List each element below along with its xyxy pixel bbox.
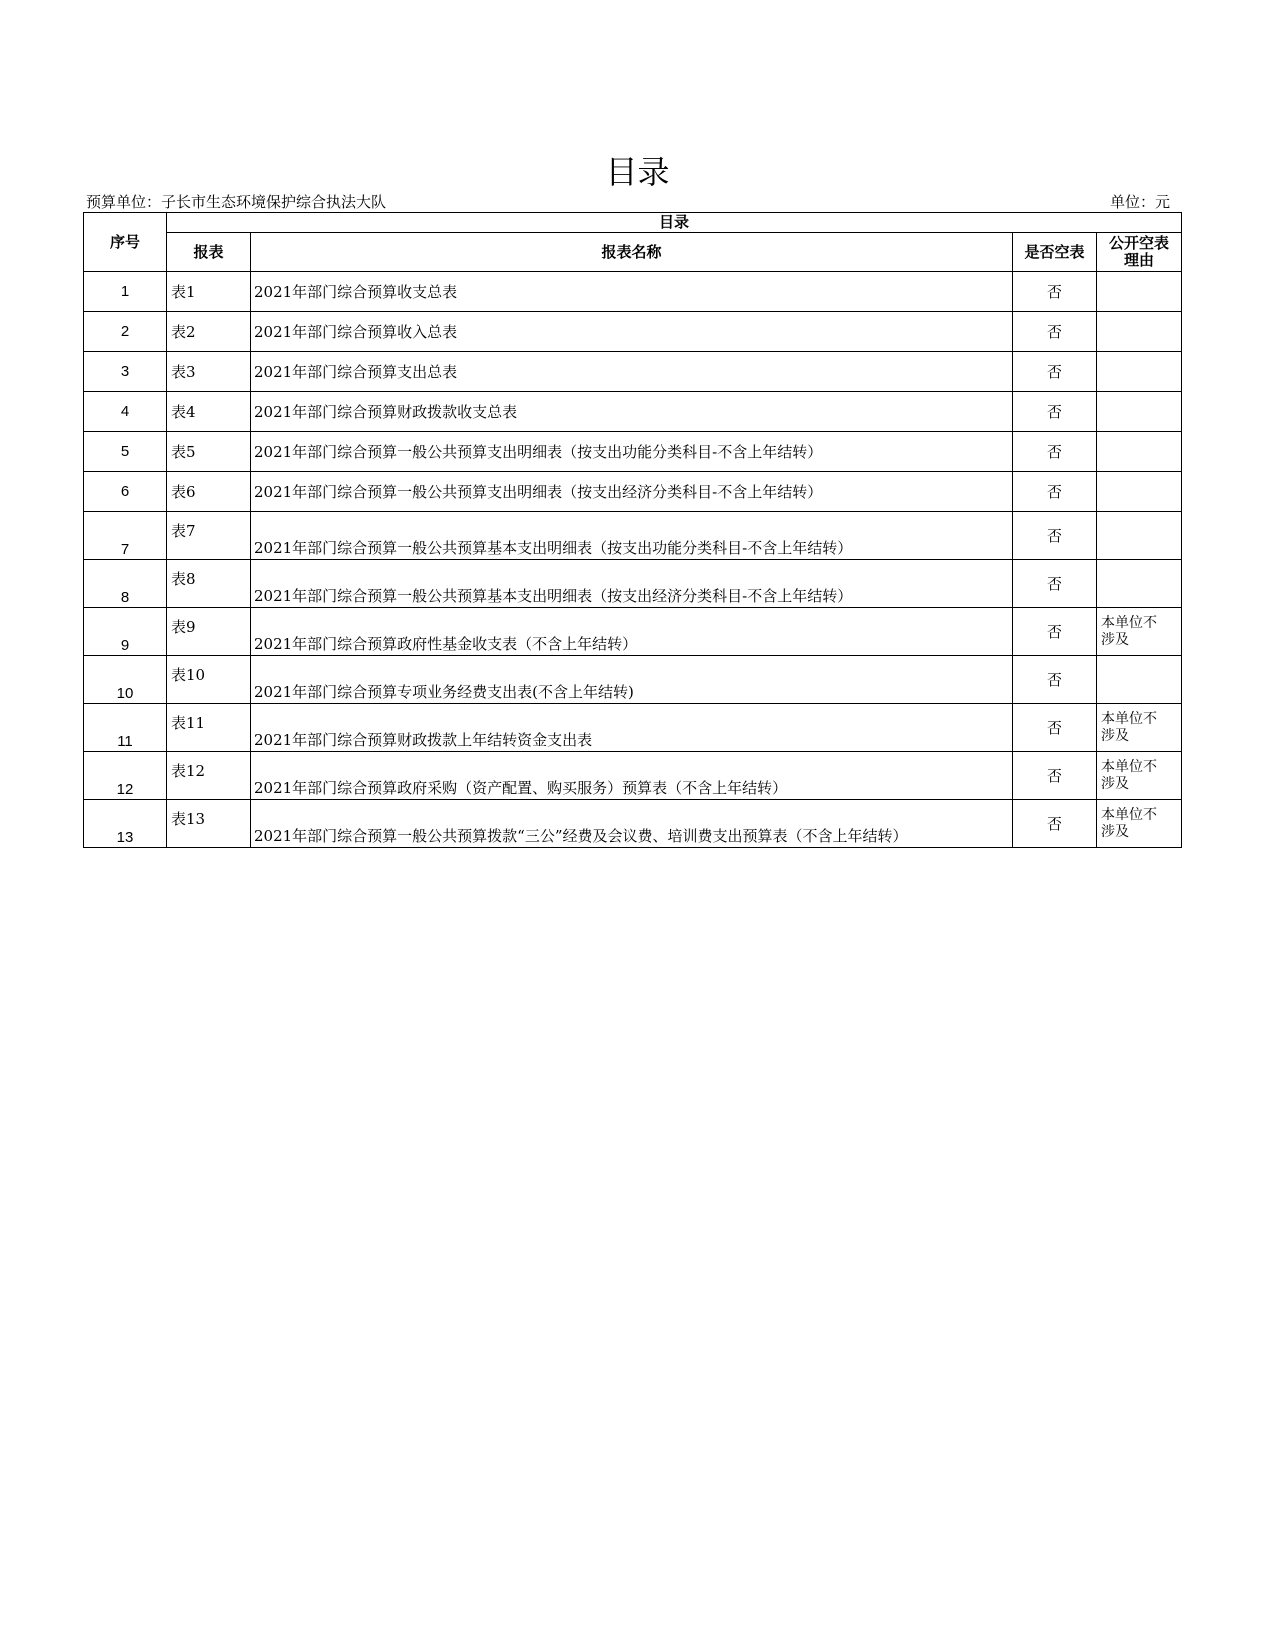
row-seq: 13 [84,800,167,848]
row-is-empty: 否 [1013,512,1097,560]
row-seq: 12 [84,752,167,800]
row-is-empty: 否 [1013,352,1097,392]
header-is-empty: 是否空表 [1013,233,1097,272]
table-row [84,752,1182,800]
row-seq: 9 [84,608,167,656]
row-reason-line2: 涉及 [1101,775,1129,792]
row-name: 2021年部门综合预算一般公共预算支出明细表（按支出功能分类科目-不含上年结转） [251,432,1013,472]
row-reason [1097,608,1182,656]
row-code: 表1 [167,272,251,312]
row-is-empty: 否 [1013,752,1097,800]
row-reason [1097,312,1182,352]
row-code: 表2 [167,312,251,352]
budget-unit-label: 预算单位：子长市生态环境保护综合执法大队 [86,193,387,211]
row-reason [1097,704,1182,752]
table-row [84,512,1182,560]
row-reason [1097,352,1182,392]
row-reason-line2: 涉及 [1101,727,1129,744]
row-name: 2021年部门综合预算政府性基金收支表（不含上年结转） [251,608,1013,656]
header-reason-line1: 公开空表 [1109,234,1170,252]
row-seq: 6 [84,472,167,512]
row-reason-line2: 涉及 [1101,631,1129,648]
row-code: 表7 [167,512,251,560]
row-code: 表6 [167,472,251,512]
row-is-empty: 否 [1013,472,1097,512]
row-reason [1097,472,1182,512]
row-is-empty: 否 [1013,800,1097,848]
row-code: 表12 [167,752,251,800]
row-name: 2021年部门综合预算收支总表 [251,272,1013,312]
row-reason-line1: 本单位不 [1101,758,1157,775]
row-seq: 11 [84,704,167,752]
row-reason [1097,512,1182,560]
row-name: 2021年部门综合预算政府采购（资产配置、购买服务）预算表（不含上年结转） [251,752,1013,800]
row-is-empty: 否 [1013,392,1097,432]
row-code: 表4 [167,392,251,432]
header-seq: 序号 [84,213,167,272]
row-reason [1097,800,1182,848]
header-reason [1097,233,1182,272]
row-is-empty: 否 [1013,312,1097,352]
row-is-empty: 否 [1013,656,1097,704]
table-subheader-row [84,233,1182,272]
row-reason [1097,752,1182,800]
row-reason-line1: 本单位不 [1101,806,1157,823]
header-code: 报表 [167,233,251,272]
page-title: 目录 [605,153,670,191]
row-reason [1097,272,1182,312]
row-name: 2021年部门综合预算专项业务经费支出表(不含上年结转) [251,656,1013,704]
row-is-empty: 否 [1013,432,1097,472]
row-reason [1097,432,1182,472]
row-name: 2021年部门综合预算一般公共预算基本支出明细表（按支出经济分类科目-不含上年结转） [251,560,1013,608]
header-reason-line2: 理由 [1124,251,1155,269]
row-code: 表5 [167,432,251,472]
row-name: 2021年部门综合预算支出总表 [251,352,1013,392]
row-code: 表9 [167,608,251,656]
catalog-table [83,212,1182,848]
row-name: 2021年部门综合预算一般公共预算基本支出明细表（按支出功能分类科目-不含上年结转） [251,512,1013,560]
table-row [84,272,1182,312]
row-code: 表3 [167,352,251,392]
table-row [84,312,1182,352]
row-name: 2021年部门综合预算收入总表 [251,312,1013,352]
row-name: 2021年部门综合预算一般公共预算支出明细表（按支出经济分类科目-不含上年结转） [251,472,1013,512]
table-row [84,656,1182,704]
table-row [84,800,1182,848]
row-name: 2021年部门综合预算一般公共预算拨款“三公”经费及会议费、培训费支出预算表（不含上年结转） [251,800,1013,848]
row-reason-line1: 本单位不 [1101,614,1157,631]
row-name: 2021年部门综合预算财政拨款收支总表 [251,392,1013,432]
row-reason-line2: 涉及 [1101,823,1129,840]
row-seq: 4 [84,392,167,432]
row-code: 表13 [167,800,251,848]
row-is-empty: 否 [1013,272,1097,312]
row-is-empty: 否 [1013,608,1097,656]
table-row [84,608,1182,656]
table-row [84,392,1182,432]
row-reason [1097,392,1182,432]
row-seq: 10 [84,656,167,704]
header-group: 目录 [167,213,1182,233]
row-reason [1097,656,1182,704]
table-row [84,704,1182,752]
table-row [84,472,1182,512]
row-seq: 7 [84,512,167,560]
row-is-empty: 否 [1013,560,1097,608]
row-code: 表10 [167,656,251,704]
row-name: 2021年部门综合预算财政拨款上年结转资金支出表 [251,704,1013,752]
row-is-empty: 否 [1013,704,1097,752]
row-code: 表8 [167,560,251,608]
row-seq: 5 [84,432,167,472]
row-reason [1097,560,1182,608]
header-name: 报表名称 [251,233,1013,272]
table-row [84,560,1182,608]
row-reason-line1: 本单位不 [1101,710,1157,727]
table-row [84,432,1182,472]
table-header-row [84,213,1182,233]
row-code: 表11 [167,704,251,752]
row-seq: 1 [84,272,167,312]
currency-unit-label: 单位：元 [1109,193,1170,211]
row-seq: 2 [84,312,167,352]
table-row [84,352,1182,392]
row-seq: 8 [84,560,167,608]
row-seq: 3 [84,352,167,392]
